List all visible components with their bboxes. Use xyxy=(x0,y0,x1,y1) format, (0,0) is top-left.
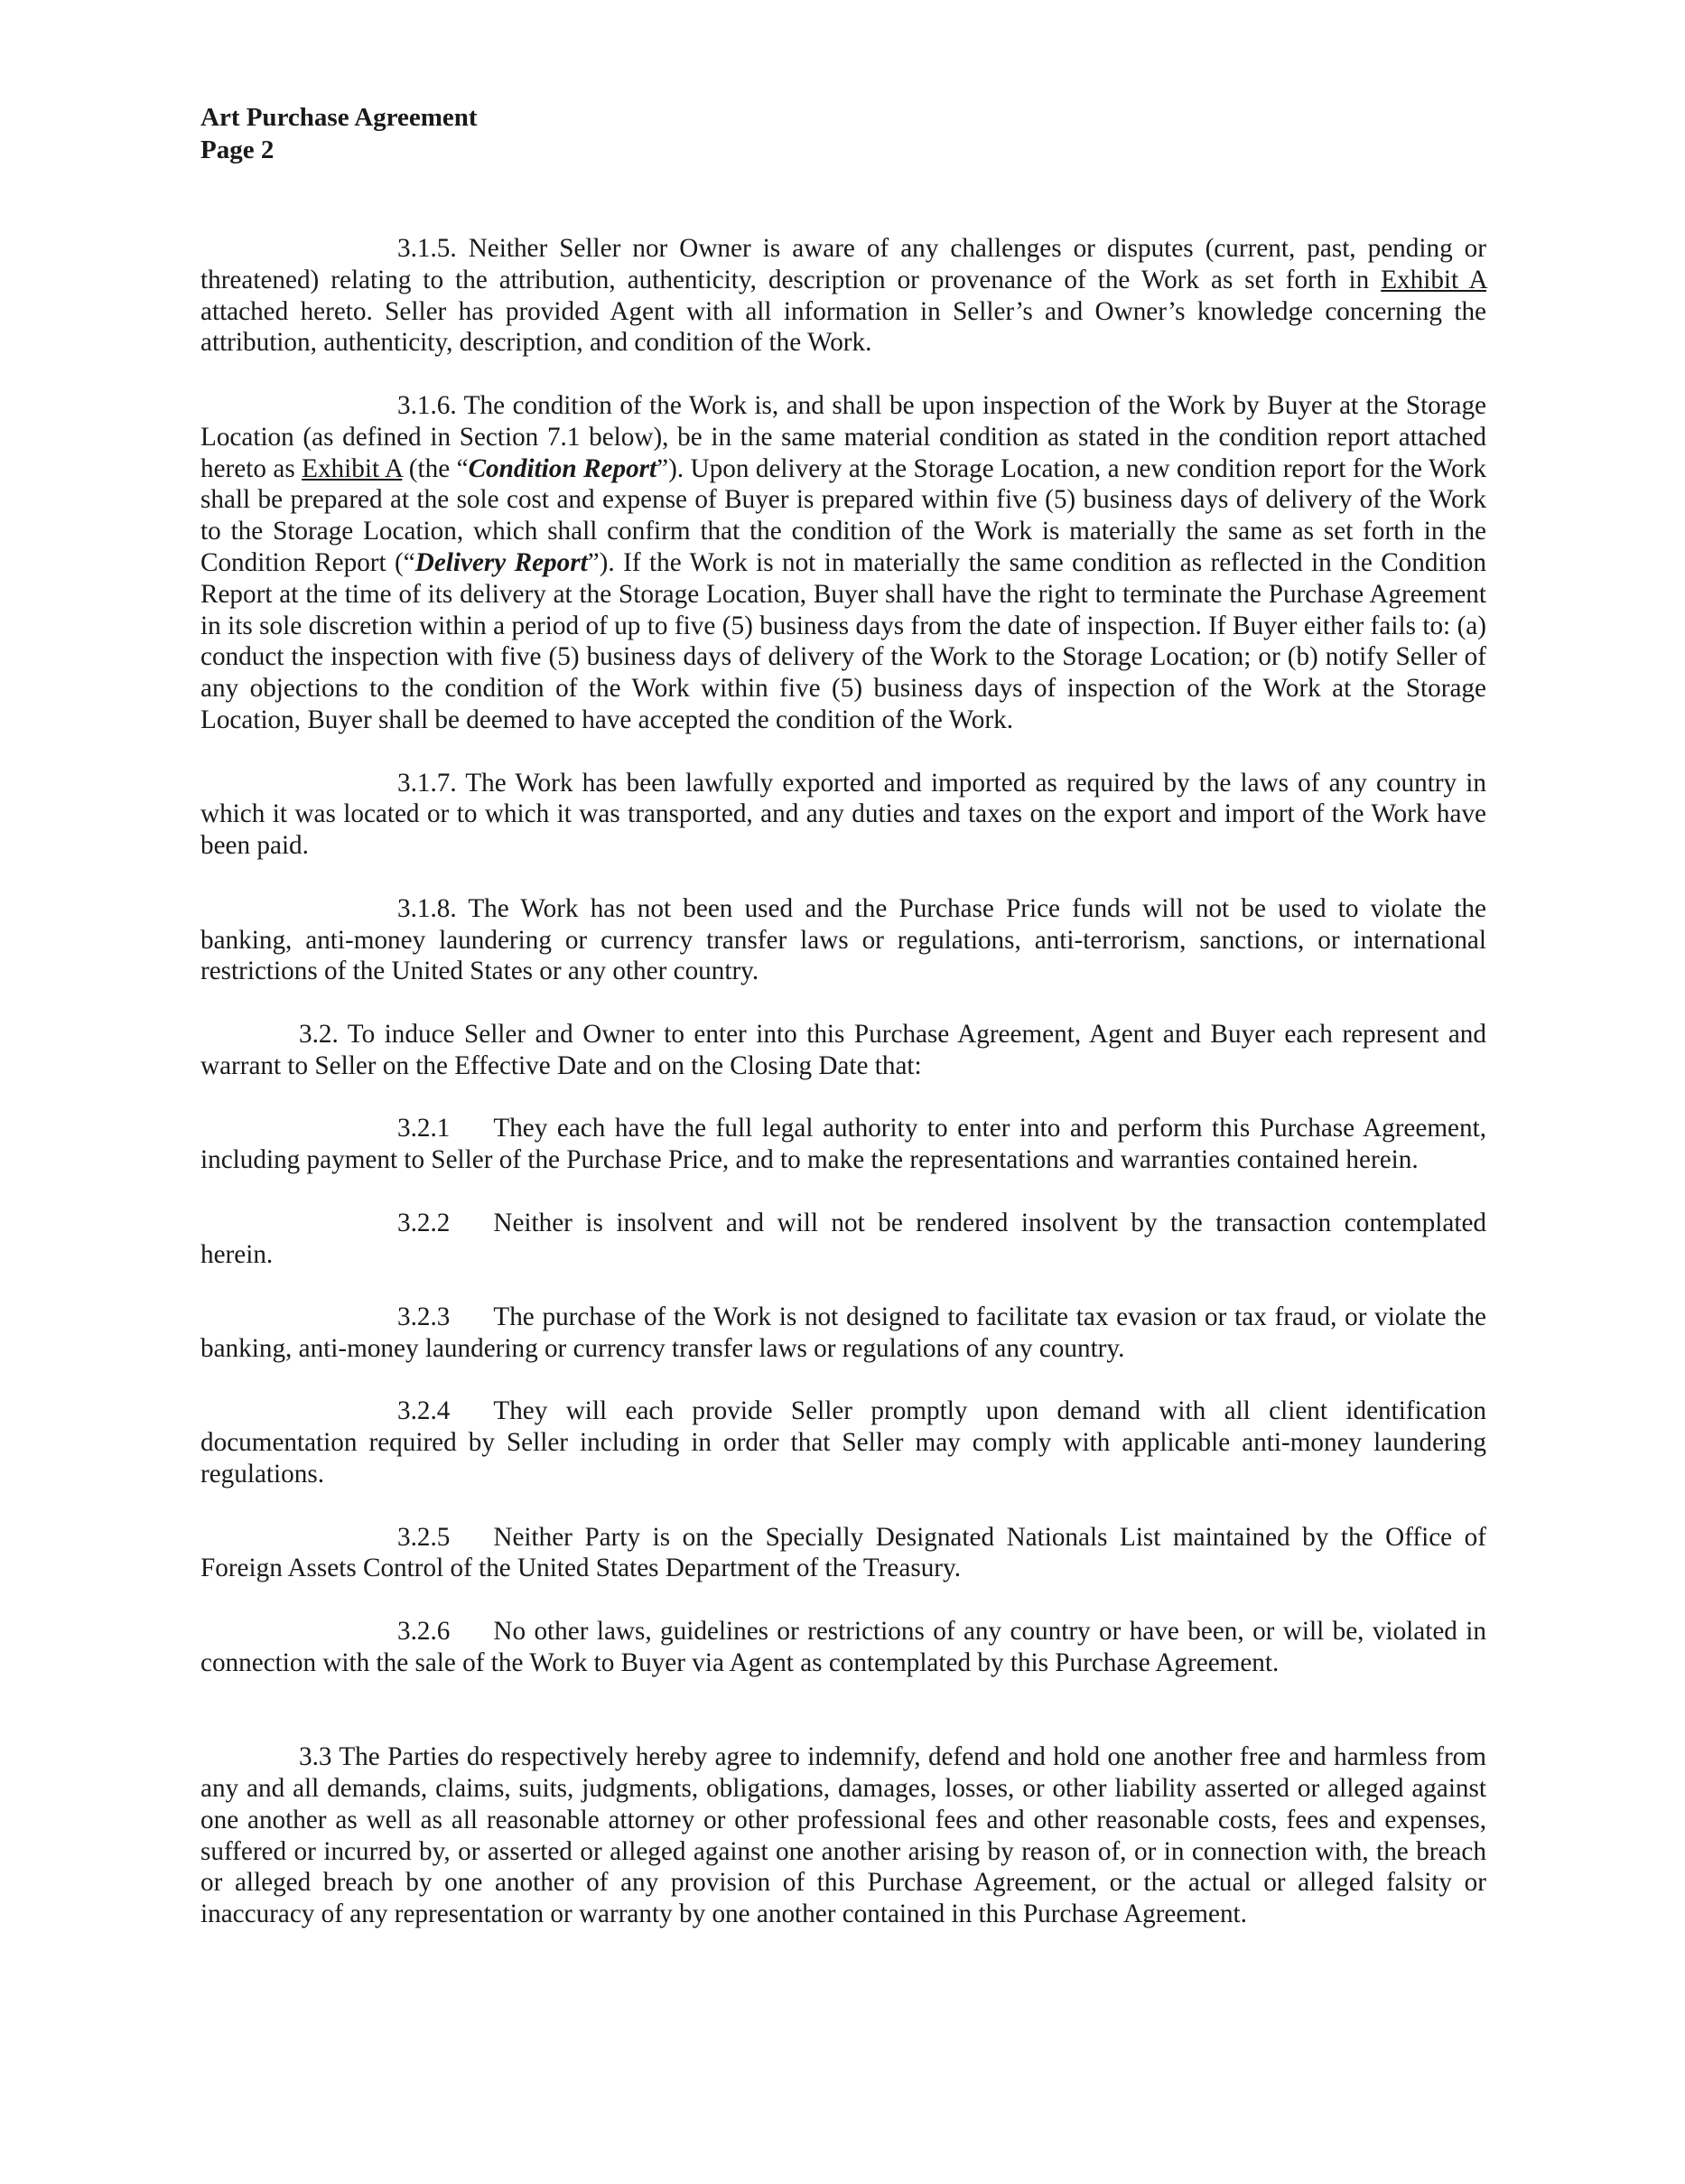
section-number: 3.1.7. xyxy=(397,768,457,798)
section-number: 3.3 xyxy=(299,1742,332,1772)
section-3-3: 3.3 The Parties do respectively hereby agree to indemnify, defend and hold one another free and harmless from any and all demands, claims, suits, judgments, obligations, damages, losses, or other liability asserted or alleged against one another as well as all reasonable attorney or other professional fees and other reasonable costs, fees and expenses, suffered or incurred by, or asserted or alleged against one another arising by reason of, or in connection with, the breach or alleged breach by one another of any provision of this Purchase Agreement, or the actual or alleged falsity or inaccuracy of any representation or warranty by one another contained in this Purchase Agreement. xyxy=(200,1742,1486,1929)
document-body xyxy=(200,233,1486,1962)
section-3-2: 3.2. To induce Seller and Owner to enter into this Purchase Agreement, Agent and Buyer each represent and warrant to Seller on the Effective Date and on the Closing Date that: xyxy=(200,1019,1486,1080)
section-3-2-5: 3.2.5 Neither Party is on the Specially Designated Nationals List maintained by the Office of Foreign Assets Control of the United States Department of the Treasury. xyxy=(200,1522,1486,1583)
document-title: Art Purchase Agreement xyxy=(200,103,478,132)
section-3-2-1: 3.2.1 They each have the full legal authority to enter into and perform this Purchase Agreement, including payment to Seller of the Purchase Price, and to make the representations and warranties contained herein. xyxy=(200,1114,1486,1175)
page-header xyxy=(200,101,478,166)
page-number: Page 2 xyxy=(200,135,275,164)
exhibit-a-reference: Exhibit A xyxy=(1381,265,1487,294)
section-3-1-8: 3.1.8. The Work has not been used and the Purchase Price funds will not be used to violate the banking, anti-money laundering or currency transfer laws or regulations, anti-terrorism, sanctions, or international restrictions of the United States or any other country. xyxy=(200,893,1486,986)
section-number: 3.1.8. xyxy=(397,893,457,923)
section-number: 3.2.2 xyxy=(397,1208,451,1237)
section-3-2-2: 3.2.2 Neither is insolvent and will not be rendered insolvent by the transaction contemplated herein. xyxy=(200,1208,1486,1269)
section-number: 3.2. xyxy=(299,1019,339,1049)
section-3-1-6: 3.1.6. The condition of the Work is, and shall be upon inspection of the Work by Buyer at the Storage Location (as defined in Section 7.1 below), be in the same material condition as stated in the condition report attached hereto as Exhibit A (the “Condition Report”). Upon delivery at the Storage Location, a new condition report for the Work shall be prepared at the sole cost and expense of Buyer is prepared within five (5) business days of delivery of the Work to the Storage Location, which shall confirm that the condition of the Work is materially the same as set forth in the Condition Report (“Delivery Report”). If the Work is not in materially the same condition as reflected in the Condition Report at the time of its delivery at the Storage Location, Buyer shall have the right to terminate the Purchase Agreement in its sole discretion within a period of up to five (5) business days from the date of inspection. If Buyer either fails to: (a) conduct the inspection with five (5) business days of delivery of the Work to the Storage Location; or (b) notify Seller of any objections to the condition of the Work within five (5) business days of inspection of the Work at the Storage Location, Buyer shall be deemed to have accepted the condition of the Work. xyxy=(200,390,1486,734)
defined-term-delivery-report: Delivery Report xyxy=(414,547,588,577)
defined-term-condition-report: Condition Report xyxy=(468,453,657,483)
section-3-2-6: 3.2.6 No other laws, guidelines or restrictions of any country or have been, or will be, violated in connection with the sale of the Work to Buyer via Agent as contemplated by this Purchase Agreement. xyxy=(200,1617,1486,1677)
section-number: 3.2.3 xyxy=(397,1302,451,1332)
section-number: 3.2.6 xyxy=(397,1617,451,1647)
section-3-2-4: 3.2.4 They will each provide Seller promptly upon demand with all client identification documentation required by Seller including in order that Seller may comply with applicable anti-money laundering regulations. xyxy=(200,1396,1486,1489)
section-number: 3.1.6. xyxy=(397,390,457,420)
exhibit-a-reference: Exhibit A xyxy=(302,453,403,483)
section-number: 3.2.5 xyxy=(397,1522,451,1552)
section-number: 3.1.5. xyxy=(397,234,457,263)
section-3-1-5: 3.1.5. Neither Seller nor Owner is aware of any challenges or disputes (current, past, pending or threatened) relating to the attribution, authenticity, description or provenance of the Work as set forth in Exhibit A attached hereto. Seller has provided Agent with all information in Seller’s and Owner’s knowledge concerning the attribution, authenticity, description, and condition of the Work. xyxy=(200,234,1487,358)
section-3-1-7: 3.1.7. The Work has been lawfully exported and imported as required by the laws of any country in which it was located or to which it was transported, and any duties and taxes on the export and import of the Work have been paid. xyxy=(200,768,1486,861)
section-number: 3.2.4 xyxy=(397,1396,451,1426)
section-3-2-3: 3.2.3 The purchase of the Work is not designed to facilitate tax evasion or tax fraud, or violate the banking, anti-money laundering or currency transfer laws or regulations of any country. xyxy=(200,1302,1486,1363)
section-number: 3.2.1 xyxy=(397,1114,451,1143)
